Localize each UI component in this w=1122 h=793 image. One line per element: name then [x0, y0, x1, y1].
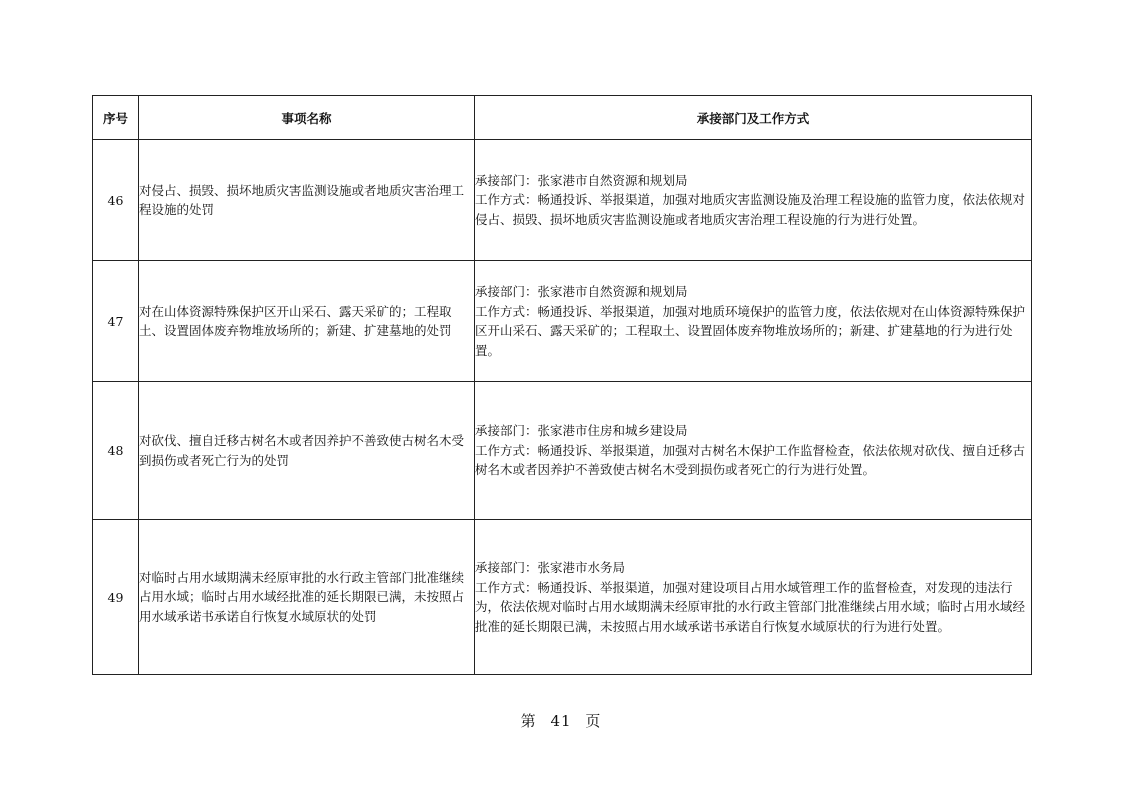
- row-name: 对在山体资源特殊保护区开山采石、露天采矿的；工程取土、设置固体废弃物堆放场所的；新建、扩建墓地的处罚: [139, 261, 475, 382]
- page-number: 41: [550, 712, 572, 730]
- row-dept-cell: [475, 261, 1032, 382]
- header-dept: 承接部门及工作方式: [475, 96, 1032, 140]
- page-suffix: 页: [585, 712, 602, 730]
- row-dept-cell: [475, 382, 1032, 520]
- items-table: [92, 95, 1032, 675]
- row-method: 工作方式：畅通投诉、举报渠道，加强对建设项目占用水域管理工作的监督检查，对发现的违法行为，依法依规对临时占用水域期满未经原审批的水行政主管部门批准继续占用水域；临时占用水域经批准的延长期限已满，未按照占用水域承诺书承诺自行恢复水域原状的行为进行处置。: [475, 579, 1026, 634]
- row-method: 工作方式：畅通投诉、举报渠道，加强对地质灾害监测设施及治理工程设施的监管力度，依法依规对侵占、损毁、损坏地质灾害监测设施或者地质灾害治理工程设施的行为进行处置。: [475, 192, 1026, 227]
- row-dept: 承接部门：张家港市自然资源和规划局: [475, 284, 688, 299]
- table-row: [93, 140, 1032, 261]
- table-row: [93, 261, 1032, 382]
- table-row: [93, 520, 1032, 675]
- row-seq: 48: [93, 382, 139, 520]
- table-header-row: [93, 96, 1032, 140]
- table-row: [93, 382, 1032, 520]
- row-seq: 46: [93, 140, 139, 261]
- row-seq: 49: [93, 520, 139, 675]
- row-method: 工作方式：畅通投诉、举报渠道，加强对古树名木保护工作监督检查，依法依规对砍伐、擅自迁移古树名木或者因养护不善致使古树名木受到损伤或者死亡的行为进行处置。: [475, 442, 1026, 478]
- page-footer: [0, 710, 1122, 731]
- row-name: 对侵占、损毁、损坏地质灾害监测设施或者地质灾害治理工程设施的处罚: [139, 140, 475, 261]
- row-dept: 承接部门：张家港市住房和城乡建设局: [475, 423, 688, 439]
- row-method: 工作方式：畅通投诉、举报渠道，加强对地质环境保护的监管力度，依法依规对在山体资源特殊保护区开山采石、露天采矿的；工程取土、设置固体废弃物堆放场所的；新建、扩建墓地的行为进行处置。: [475, 303, 1026, 358]
- header-name: 事项名称: [139, 96, 475, 140]
- header-seq: 序号: [93, 96, 139, 140]
- row-name: 对砍伐、擅自迁移古树名木或者因养护不善致使古树名木受到损伤或者死亡行为的处罚: [139, 382, 475, 520]
- row-dept: 承接部门：张家港市自然资源和规划局: [475, 172, 688, 188]
- row-dept-cell: [475, 140, 1032, 261]
- row-seq: 47: [93, 261, 139, 382]
- row-dept-cell: [475, 520, 1032, 675]
- row-name: 对临时占用水域期满未经原审批的水行政主管部门批准继续占用水域；临时占用水域经批准的延长期限已满，未按照占用水域承诺书承诺自行恢复水域原状的处罚: [139, 520, 475, 675]
- page-prefix: 第: [520, 712, 537, 730]
- row-dept: 承接部门：张家港市水务局: [475, 560, 626, 575]
